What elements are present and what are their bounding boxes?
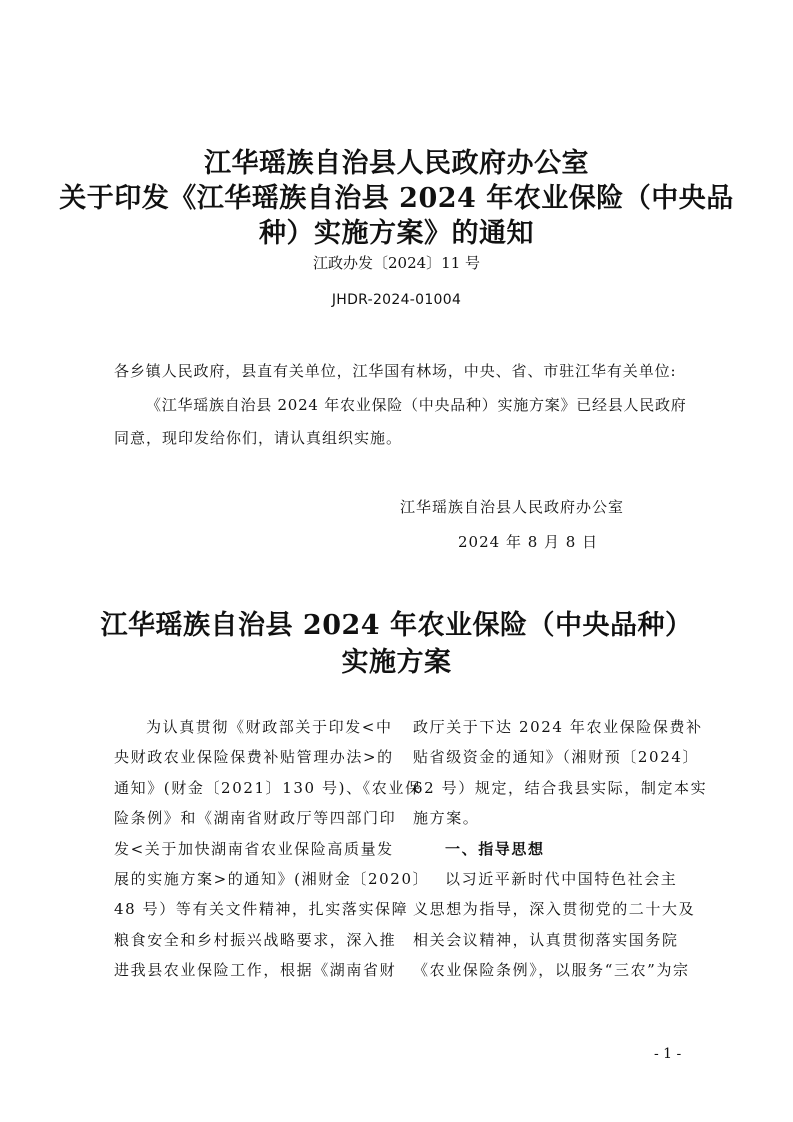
plan-left-column [114, 712, 430, 986]
left-col-line: 通知》(财金〔2021〕130 号)、《农业保 [114, 778, 422, 797]
right-col-line: 义思想为指导，深入贯彻党的二十大及 [413, 900, 696, 919]
right-col-line: 贴省级资金的通知》（湘财预〔2024〕 [413, 748, 700, 767]
left-col-line: 央财政农业保险保费补贴管理办法>的 [114, 748, 394, 767]
right-col-line: 施方案。 [413, 809, 480, 828]
right-col-line: 相关会议精神，认真贯彻落实国务院 [413, 930, 679, 949]
left-col-line: 展的实施方案>的通知》(湘财金〔2020〕 [114, 869, 430, 888]
notice-title-line-3: 种）实施方案》的通知 [259, 218, 534, 249]
plan-title-line-1: 江华瑶族自治县 2024 年农业保险（中央品种） [100, 610, 693, 641]
left-col-line: 粮食安全和乡村振兴战略要求，深入推 [114, 930, 397, 949]
issue-date: 2024 年 8 月 8 日 [458, 533, 599, 551]
notice-body-line-2: 同意，现印发给你们，请认真组织实施。 [114, 429, 403, 447]
notice-body-line-1: 《江华瑶族自治县 2024 年农业保险（中央品种）实施方案》已经县人民政府 [146, 396, 687, 414]
left-col-line: 进我县农业保险工作，根据《湖南省财 [114, 961, 397, 980]
registration-code: JHDR-2024-01004 [331, 292, 462, 308]
right-col-line: 以习近平新时代中国特色社会主 [445, 869, 678, 888]
left-col-line: 险条例》和《湖南省财政厅等四部门印 [114, 809, 397, 828]
right-col-line: 政厅关于下达 2024 年农业保险保费补 [413, 718, 703, 736]
document-number: 江政办发〔2024〕11 号 [312, 254, 481, 272]
right-col-line: 62 号）规定，结合我县实际，制定本实 [413, 778, 708, 797]
left-col-line: 为认真贯彻《财政部关于印发<中 [146, 718, 393, 736]
addressee: 各乡镇人民政府，县直有关单位，江华国有林场，中央、省、市驻江华有关单位: [114, 362, 677, 380]
plan-title-line-2: 实施方案 [341, 647, 452, 678]
page-number: - 1 - [654, 1046, 682, 1062]
notice-title-line-2: 关于印发《江华瑶族自治县 2024 年农业保险（中央品 [59, 183, 734, 214]
issuer-signature: 江华瑶族自治县人民政府办公室 [400, 498, 625, 516]
notice-title-line-1: 江华瑶族自治县人民政府办公室 [204, 148, 589, 179]
left-col-line: 发<关于加快湖南省农业保险高质量发 [114, 839, 394, 858]
left-col-line: 48 号）等有关文件精神，扎实落实保障 [114, 900, 409, 919]
right-col-line: 《农业保险条例》，以服务“三农”为宗 [413, 961, 690, 980]
section-heading: 一、指导思想 [445, 839, 545, 858]
plan-right-column [413, 712, 708, 986]
